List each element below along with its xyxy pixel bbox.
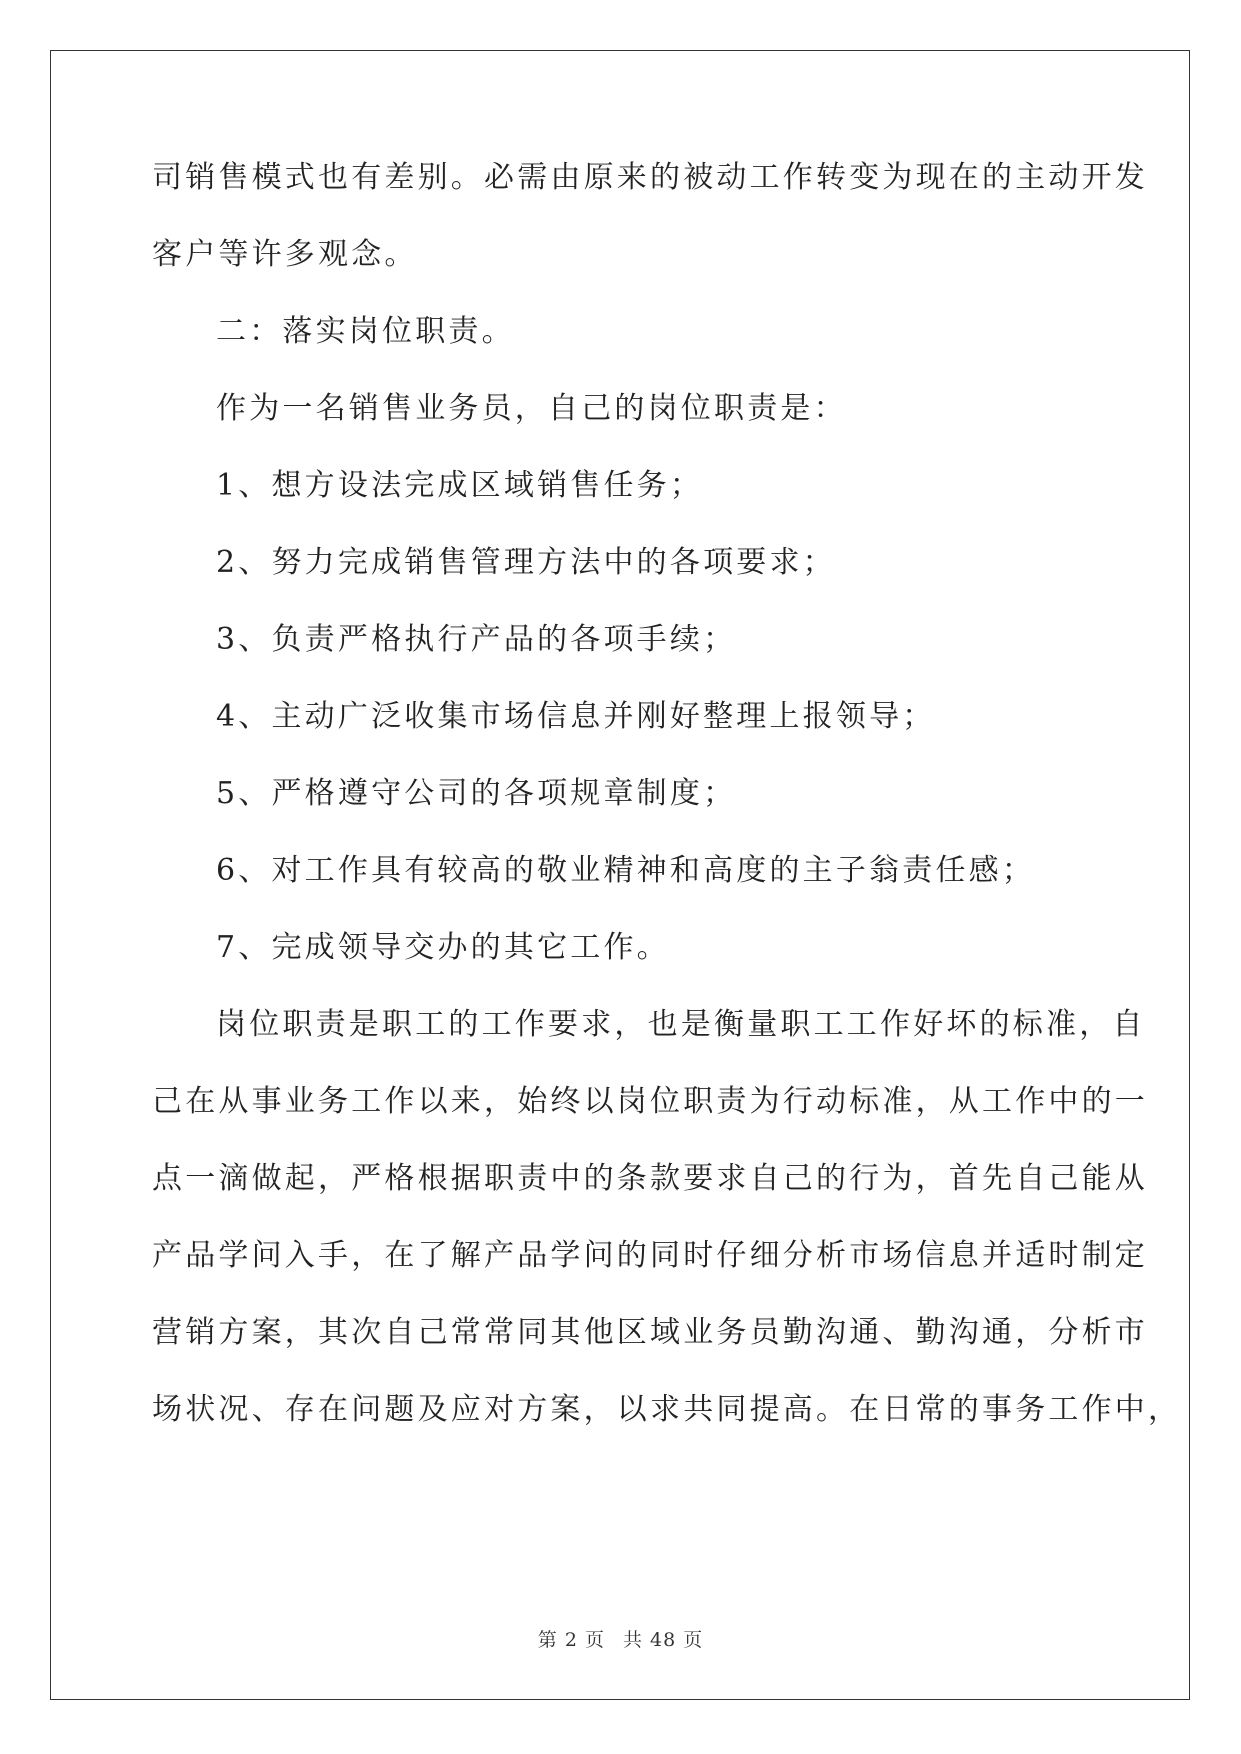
document-body: [152, 160, 1182, 1469]
page-footer: [0, 1625, 1241, 1652]
text-line-4: 作为一名销售业务员，自己的岗位职责是：: [216, 391, 847, 426]
paragraph-line-2: 己在从事业务工作以来，始终以岗位职责为行动标准，从工作中的一: [152, 1084, 1148, 1119]
list-item-1: 1、想方设法完成区域销售任务；: [216, 468, 704, 503]
paragraph-line-1: 岗位职责是职工的工作要求，也是衡量职工工作好坏的标准，自: [216, 1007, 1146, 1042]
section-heading: 二：落实岗位职责。: [216, 314, 515, 349]
text-line-1: 司销售模式也有差别。必需由原来的被动工作转变为现在的主动开发: [152, 160, 1148, 195]
paragraph-line-5: 营销方案，其次自己常常同其他区域业务员勤沟通、勤沟通，分析市: [152, 1315, 1148, 1350]
paragraph-line-3: 点一滴做起，严格根据职责中的条款要求自己的行为，首先自己能从: [152, 1161, 1148, 1196]
paragraph-line-4: 产品学问入手，在了解产品学问的同时仔细分析市场信息并适时制定: [152, 1238, 1148, 1273]
list-item-3: 3、负责严格执行产品的各项手续；: [216, 622, 737, 657]
list-item-6: 6、对工作具有较高的敬业精神和高度的主子翁责任感；: [216, 853, 1036, 888]
page-number: 第 2 页: [537, 1629, 605, 1651]
total-pages: 共 48 页: [622, 1629, 704, 1651]
paragraph-line-6: 场状况、存在问题及应对方案，以求共同提高。在日常的事务工作中，: [152, 1392, 1182, 1427]
list-item-4: 4、主动广泛收集市场信息并刚好整理上报领导；: [216, 699, 936, 734]
list-item-7: 7、完成领导交办的其它工作。: [216, 930, 670, 965]
text-line-2: 客户等许多观念。: [152, 237, 418, 272]
list-item-5: 5、严格遵守公司的各项规章制度；: [216, 776, 737, 811]
list-item-2: 2、努力完成销售管理方法中的各项要求；: [216, 545, 836, 580]
